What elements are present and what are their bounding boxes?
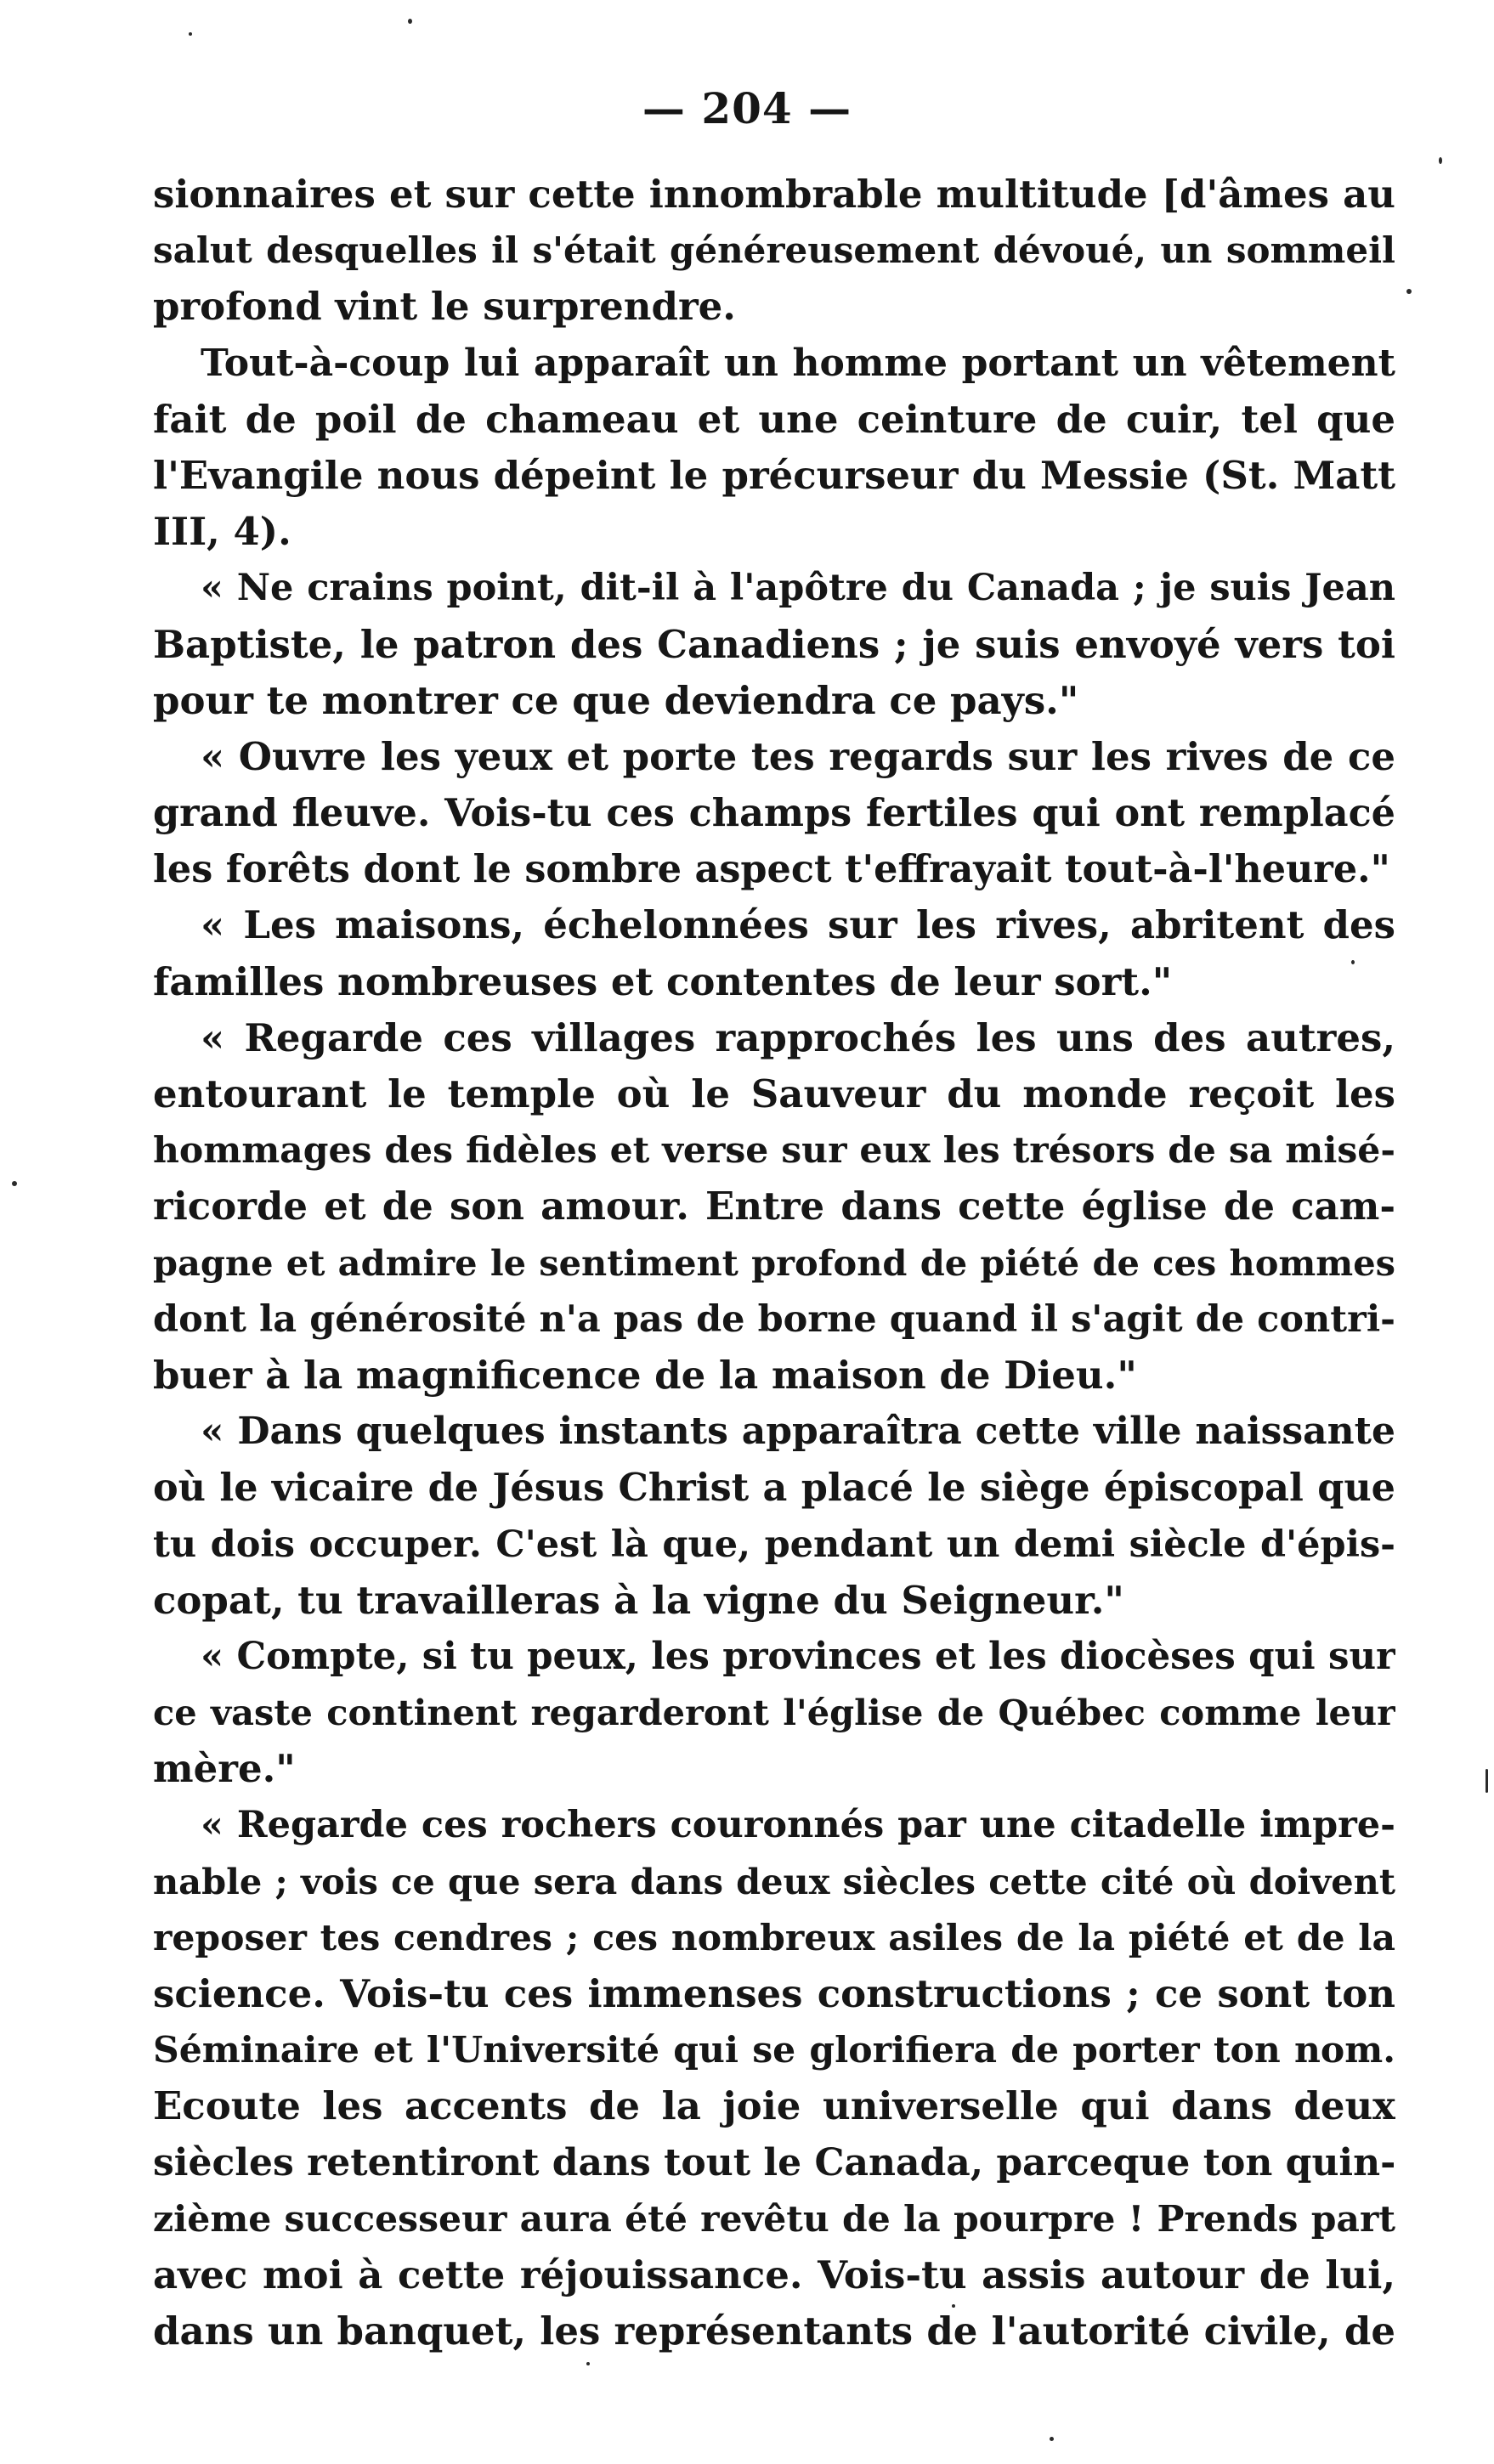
text-line: « Regarde ces rochers couronnés par une citadelle impre-	[201, 1804, 1395, 1847]
text-line: tu dois occuper. C'est là que, pendant un demi siècle d'épis-	[153, 1523, 1395, 1566]
scan-speck	[189, 32, 192, 36]
text-line: les forêts dont le sombre aspect t'effrayait tout-à-l'heure."	[153, 847, 1390, 892]
text-line: « Regarde ces villages rapprochés les uns des autres,	[201, 1014, 1395, 1060]
text-line: Séminaire et l'Université qui se glorifiera de porter ton nom.	[153, 2029, 1395, 2072]
scan-speck	[1486, 1769, 1488, 1793]
text-line: III, 4).	[153, 509, 291, 555]
text-line: où le vicaire de Jésus Christ a placé le siège épiscopal que	[153, 1466, 1395, 1511]
text-line: sionnaires et sur cette innombrable multitude [d'âmes au	[153, 172, 1395, 217]
scan-speck	[408, 19, 412, 24]
text-line: « Ouvre les yeux et porte tes regards sur les rives de ce	[201, 733, 1395, 779]
text-line: entourant le temple où le Sauveur du monde reçoit les	[153, 1071, 1395, 1116]
text-line: science. Vois-tu ces immenses constructions ; ce sont ton	[153, 1971, 1395, 2016]
text-line: pour te montrer ce que deviendra ce pays."	[153, 677, 1079, 723]
text-line: « Dans quelques instants apparaîtra cette ville naissante	[201, 1410, 1395, 1454]
text-line: « Ne crains point, dit-il à l'apôtre du Canada ; je suis Jean	[201, 567, 1395, 610]
text-line: Ecoute les accents de la joie universelle qui dans deux	[153, 2083, 1395, 2129]
text-line: copat, tu travailleras à la vigne du Seigneur."	[153, 1577, 1124, 1623]
scan-speck	[586, 2362, 590, 2365]
text-line: hommages des fidèles et verse sur eux les trésors de sa misé-	[153, 1129, 1395, 1173]
text-line: salut desquelles il s'était généreusement dévoué, un sommeil	[153, 229, 1395, 272]
scan-speck	[1439, 157, 1442, 164]
text-line: Tout-à-coup lui apparaît un homme portant un vêtement	[201, 341, 1395, 385]
scan-speck	[952, 2304, 955, 2308]
text-line: mère."	[153, 1746, 296, 1792]
text-line: « Compte, si tu peux, les provinces et les diocèses qui sur	[201, 1634, 1395, 1678]
page-number: — 204 —	[642, 83, 852, 133]
scan-speck	[1050, 2437, 1054, 2441]
body-text	[153, 167, 1395, 2359]
text-line: reposer tes cendres ; ces nombreux asiles de la piété et de la	[153, 1916, 1395, 1959]
text-line: grand fleuve. Vois-tu ces champs fertiles qui ont remplacé	[153, 791, 1395, 836]
scan-speck	[1406, 289, 1412, 294]
text-line: l'Evangile nous dépeint le précurseur du Messie (St. Matt	[153, 452, 1395, 498]
text-line: siècles retentiront dans tout le Canada, parceque ton quin-	[153, 2140, 1395, 2184]
text-line: ce vaste continent regarderont l'église de Québec comme leur	[153, 1692, 1395, 1734]
text-line: avec moi à cette réjouissance. Vois-tu assis autour de lui,	[153, 2252, 1395, 2297]
scan-speck	[1351, 960, 1355, 964]
text-line: profond vint le surprendre.	[153, 284, 736, 330]
text-line: nable ; vois ce que sera dans deux siècles cette cité où doivent	[153, 1860, 1395, 1902]
text-line: familles nombreuses et contentes de leur sort."	[153, 958, 1173, 1004]
text-line: dans un banquet, les représentants de l'autorité civile, de	[153, 2309, 1395, 2354]
text-line: pagne et admire le sentiment profond de piété de ces hommes	[153, 1241, 1395, 1284]
text-line: Baptiste, le patron des Canadiens ; je suis envoyé vers toi	[153, 621, 1395, 667]
text-line: fait de poil de chameau et une ceinture de cuir, tel que	[153, 396, 1395, 442]
scan-speck	[12, 1181, 17, 1186]
text-line: ricorde et de son amour. Entre dans cette église de cam-	[153, 1184, 1395, 1229]
text-line: zième successeur aura été revêtu de la pourpre ! Prends part	[153, 2197, 1395, 2241]
text-line: « Les maisons, échelonnées sur les rives, abritent des	[201, 902, 1395, 948]
text-line: buer à la magnificence de la maison de Dieu."	[153, 1352, 1137, 1398]
text-line: dont la générosité n'a pas de borne quand il s'agit de contri-	[153, 1297, 1395, 1341]
